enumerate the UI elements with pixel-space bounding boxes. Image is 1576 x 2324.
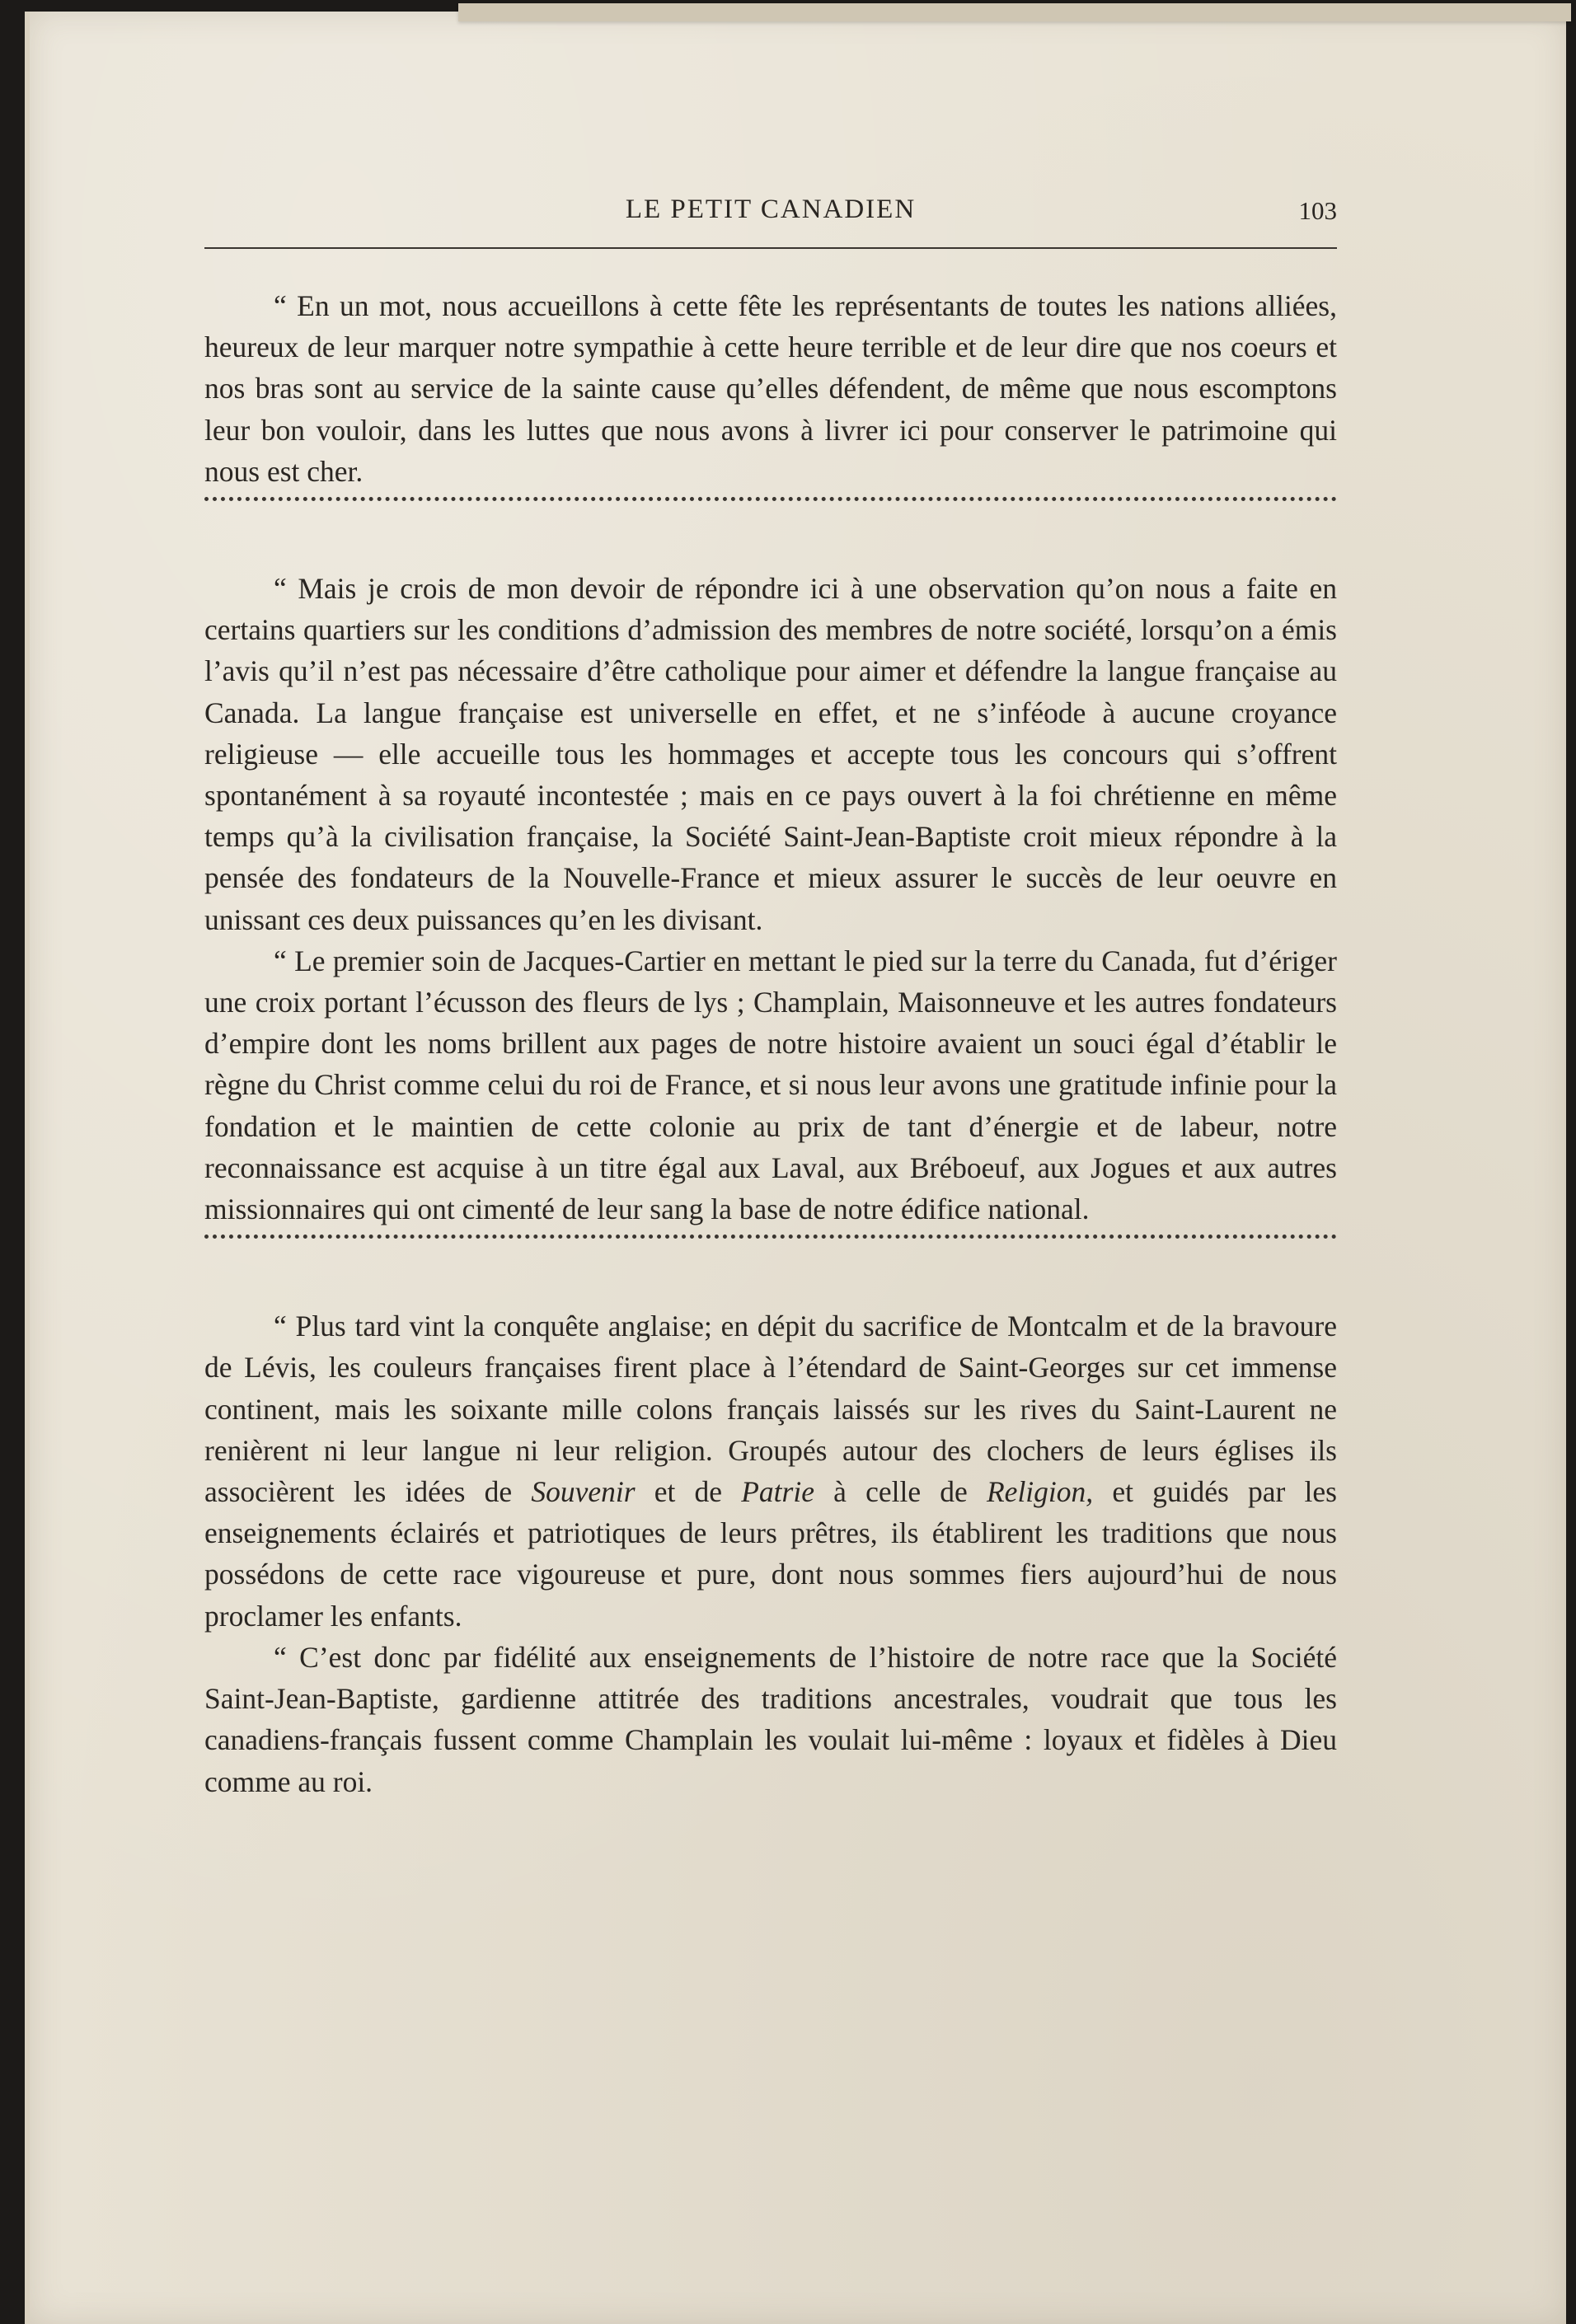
header-rule: [204, 247, 1337, 249]
paragraph-4-text-d: et guidés par les enseignements éclairés et patriotiques de leurs prêtres, ils établirent les traditions que nous possédons de cette race vigoureuse et pure, dont nous sommes fiers aujourd’hui de nous proclamer les enfants.: [204, 1475, 1337, 1633]
paragraph-4-text-b: et de: [635, 1475, 742, 1509]
running-title: LE PETIT CANADIEN: [625, 194, 917, 224]
ellipsis-separator-2: [204, 1230, 1337, 1269]
paragraph-2: “ Mais je crois de mon devoir de répondre ici à une observation qu’on nous a faite en certains quartiers sur les conditions d’admission des membres de notre société, lorsqu’on a émis l’avis qu’il n’est pas nécessaire d’être catholique pour aimer et défendre la langue française au Canada. La langue française est universelle en effet, et ne s’inféode à aucune croyance religieuse — elle accueille tous les hommages et accepte tous les concours qui s’offrent spontanément à sa royauté incontestée ; mais en ce pays ouvert à la foi chrétienne en même temps qu’à la civilisation française, la Société Saint-Jean-Baptiste croit mieux répondre à la pensée des fondateurs de la Nouvelle-France et mieux assurer le succès de leur oeuvre en unissant ces deux puissances qu’en les divisant.: [204, 572, 1337, 936]
emphasis-souvenir: Souvenir: [531, 1475, 636, 1509]
paragraph-1: “ En un mot, nous accueillons à cette fête les représentants de toutes les nations alliées, heureux de leur marquer notre sympathie à cette heure terrible et de leur dire que nos coeurs et nos bras sont au service de la sainte cause qu’elles défendent, de même que nous escomptons leur bon vouloir, dans les luttes que nous avons à livrer ici pour conserver le patrimoine qui nous est cher.: [204, 289, 1337, 488]
paragraph-3: “ Le premier soin de Jacques-Cartier en mettant le pied sur la terre du Canada, fut d’ériger une croix portant l’écusson des fleurs de lys ; Champlain, Maisonneuve et les autres fondateurs d’empire dont les noms brillent aux pages de notre histoire avaient un souci égal d’établir le règne du Christ comme celui du roi de France, et si nous leur avons une gratitude infinie pour la fondation et le maintien de cette colonie au prix de tant d’énergie et de labeur, notre reconnaissance est acquise à un titre égal aux Laval, aux Bréboeuf, aux Jogues et aux autres missionnaires qui ont cimenté de leur sang la base de notre édifice national.: [204, 944, 1337, 1226]
book-page: [25, 12, 1566, 2324]
paragraph-4: [204, 1305, 1337, 1637]
page-number: 103: [1298, 196, 1337, 225]
paragraph-4-text-a: “ Plus tard vint la conquête anglaise; en dépit du sacrifice de Montcalm et de la bravoure de Lévis, les couleurs françaises firent place à l’étendard de Saint-Georges sur cet immense continent, mais les soixante mille colons français laissés sur les rives du Saint-Laurent ne renièrent ni leur langue ni leur religion. Groupés autour des clochers de leurs églises ils associèrent les idées de: [204, 1310, 1337, 1509]
page-body: [204, 285, 1337, 1802]
paragraph-4-text-c: à celle de: [814, 1475, 987, 1509]
page-header: [204, 194, 1337, 236]
emphasis-patrie: Patrie: [741, 1475, 814, 1509]
ellipsis-separator-1: [204, 492, 1337, 532]
paragraph-5: “ C’est donc par fidélité aux enseignements de l’histoire de notre race que la Société Saint-Jean-Baptiste, gardienne attitrée des traditions ancestrales, voudrait que tous les canadiens-français fussent comme Champlain les voulait lui-même : loyaux et fidèles à Dieu comme au roi.: [204, 1640, 1337, 1798]
emphasis-religion: Religion,: [987, 1475, 1094, 1509]
